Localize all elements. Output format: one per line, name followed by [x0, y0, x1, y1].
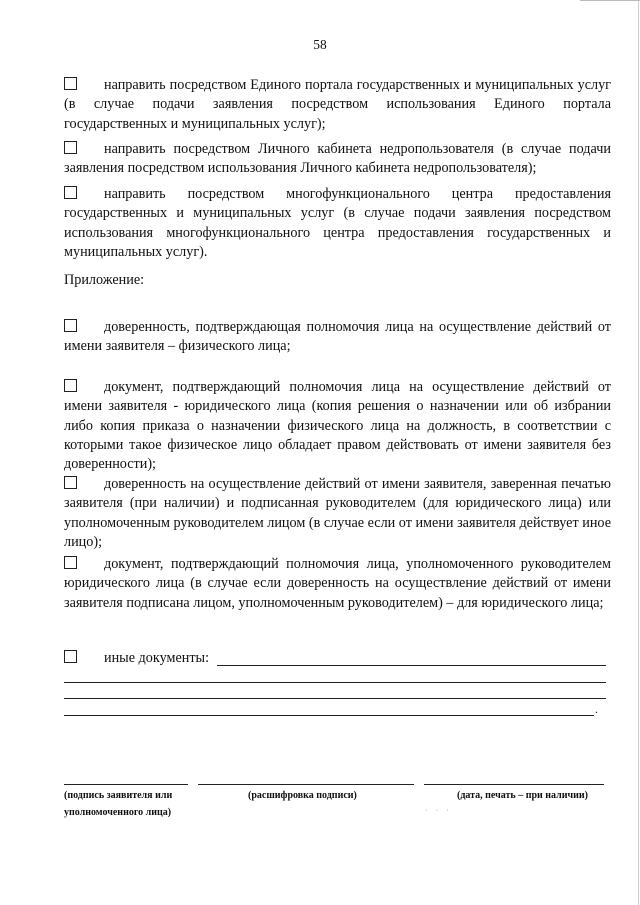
checkbox-cabinet[interactable]: [64, 141, 77, 154]
applicant-caption-line-1: (подпись заявителя или: [64, 790, 173, 801]
option-cabinet-text: направить посредством Личного кабинета недропользователя (в случае подачи заявления посредством использования Личного кабинета недропользователя);: [64, 141, 611, 177]
option-cabinet: [64, 140, 611, 179]
option-mfc-text: направить посредством многофункционального центра предоставления государственных и муниципальных услуг (в случае подачи заявления посредством использования многофункционального центра предоставления государственных и муниципальных услуг).: [64, 186, 611, 260]
date-seal-line[interactable]: [424, 784, 604, 785]
page-edge: [638, 0, 639, 905]
checkbox-attachment-2[interactable]: [64, 379, 77, 392]
checkbox-other-documents[interactable]: [64, 650, 77, 663]
signature-decoding-caption: (расшифровка подписи): [248, 790, 357, 801]
end-dot: .: [595, 702, 598, 716]
applicant-signature-line[interactable]: [64, 784, 188, 785]
attachments-heading: Приложение:: [64, 272, 145, 288]
other-documents: [64, 650, 209, 667]
other-documents-input-line-2[interactable]: [64, 682, 606, 683]
page-number: 58: [313, 37, 327, 52]
page-edge-mark: [580, 0, 640, 1]
attachment-authority-document: [64, 378, 611, 474]
attachment-1-text: доверенность, подтверждающая полномочия лица на осуществление действий от имени заявителя – физического лица;: [64, 319, 611, 355]
other-documents-input-line-4[interactable]: [64, 715, 594, 716]
applicant-caption-line-2: уполномоченного лица): [64, 807, 172, 818]
signature-decoding-line[interactable]: [198, 784, 414, 785]
attachment-2-text: документ, подтверждающий полномочия лица на осуществление действий от имени заявителя - юридического лица (копия решения о назначении или об избрании либо копия приказа о назначении физического лица на должность, в соответствии с которыми такое физическое лицо обладает правом действовать от имени заявителя без доверенности);: [64, 379, 611, 473]
checkbox-attachment-4[interactable]: [64, 556, 77, 569]
attachment-4-text: документ, подтверждающий полномочия лица, уполномоченного руководителем юридического лица (в случае если доверенность на осуществление действий от имени заявителя подписана лицом, уполномоченным руководителем) – для юридического лица;: [64, 556, 611, 611]
attachment-3-text: доверенность на осуществление действий от имени заявителя, заверенная печатью заявителя (при наличии) и подписанная руководителем (для юридического лица) или уполномоченным руководителем лицом (в случае если от имени заявителя действует иное лицо);: [64, 476, 611, 550]
other-documents-input-line-3[interactable]: [64, 698, 606, 699]
attachment-power-of-attorney-individual: [64, 318, 611, 357]
checkbox-portal[interactable]: [64, 77, 77, 90]
option-portal-text: направить посредством Единого портала государственных и муниципальных услуг (в случае подачи заявления посредством использования Единого портала государственных и муниципальных услуг);: [64, 77, 611, 132]
checkbox-attachment-1[interactable]: [64, 319, 77, 332]
other-documents-input-line-1[interactable]: [217, 665, 606, 666]
applicant-signature-caption: [64, 787, 172, 821]
checkbox-attachment-3[interactable]: [64, 476, 77, 489]
scan-noise: · ‧ ·: [425, 806, 452, 815]
attachment-authorized-person-document: [64, 555, 611, 613]
other-documents-label: иные документы:: [104, 650, 210, 666]
date-seal-caption: (дата, печать – при наличии): [457, 790, 588, 801]
option-mfc: [64, 185, 611, 262]
attachment-power-of-attorney-legal: [64, 475, 611, 552]
checkbox-mfc[interactable]: [64, 186, 77, 199]
option-portal: [64, 76, 611, 134]
